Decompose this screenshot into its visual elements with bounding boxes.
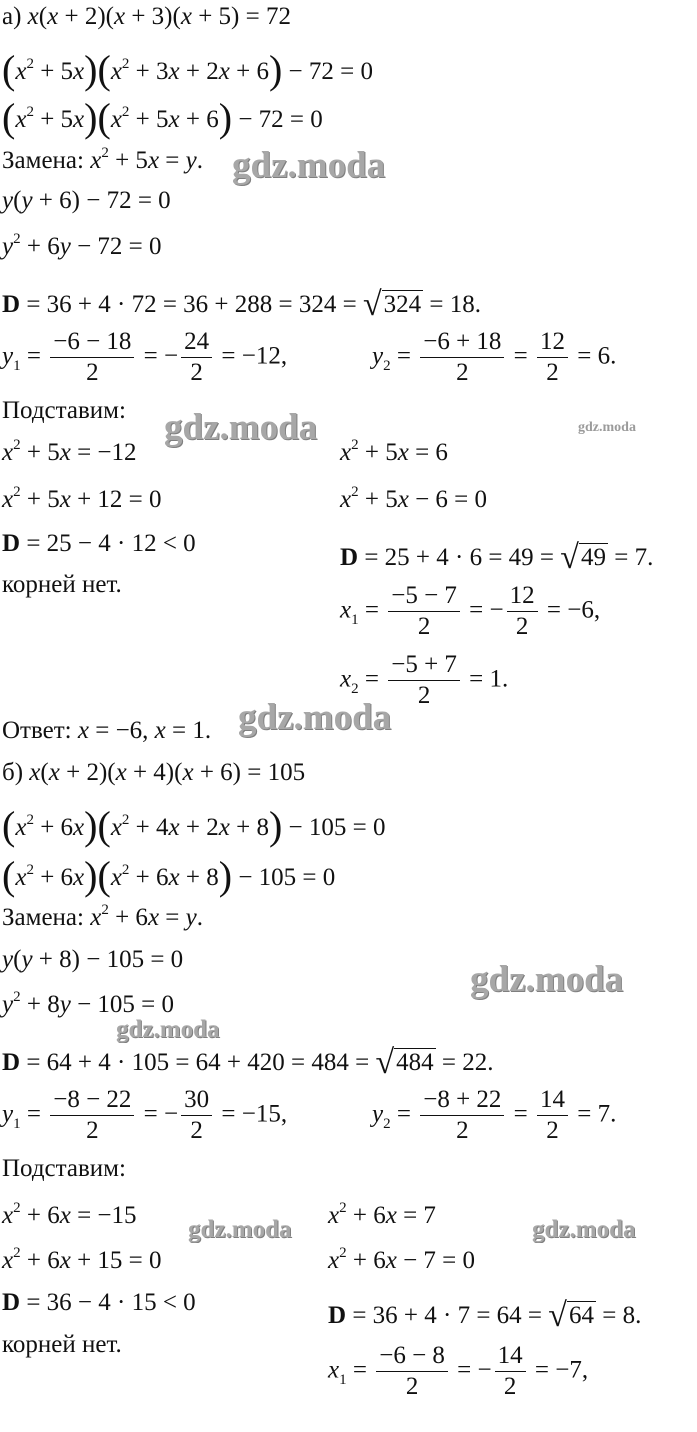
part-b-step-1: $(x^2 + 6x)(x^2 + 4x + 2x + 8) - 105 = 0$ — [2, 803, 386, 848]
watermark: gdz.moda — [232, 145, 386, 186]
part-a-x1: $x_1$ = $\frac{-5 - 7}{2}$ = − $\frac{12}{2}$ = −6, — [340, 582, 601, 640]
part-b-discriminant: D = 64 + 4 · 105 = 64 + 420 = 484 = √484 = 22. — [2, 1044, 494, 1081]
part-a-left-2: $x^2 + 5x + 12 = 0$ — [2, 484, 162, 513]
part-b-y-roots: $y_1$ = $\frac{-8 - 22}{2}$ = − $\frac{30}{2}$ = −15, — [2, 1086, 288, 1144]
part-a-discriminant: D = 36 + 4 · 72 = 36 + 288 = 324 = √324 = 18. — [2, 286, 482, 323]
watermark: gdz.moda — [164, 407, 318, 448]
zamena-label-b: Замена: — [2, 904, 84, 931]
watermark: gdz.moda — [238, 697, 392, 738]
part-b-right-2: $x^2 + 6x - 7 = 0$ — [328, 1245, 476, 1274]
part-b-y2: $y_2$ = $\frac{-8 + 22}{2}$ = $\frac{14}{2}$ = 7. — [372, 1086, 617, 1144]
part-b-left-2: $x^2 + 6x + 15 = 0$ — [2, 1245, 162, 1274]
answer-label: Ответ: — [2, 717, 72, 744]
watermark: gdz.moda — [188, 1216, 292, 1243]
part-b-right-1: $x^2 + 6x = 7$ — [328, 1200, 436, 1229]
part-b-equation: б) x(x + 2)(x + 4)(x + 6) = 105 — [2, 759, 306, 786]
part-a-podstavim: Подставим: — [2, 397, 126, 424]
watermark: gdz.moda — [116, 1016, 220, 1043]
part-b-label: б) — [2, 759, 24, 786]
part-b-left-discriminant: D = 36 − 4 · 15 < 0 — [2, 1289, 196, 1316]
part-b-no-roots: корней нет. — [2, 1331, 122, 1358]
watermark: gdz.moda — [532, 1216, 636, 1243]
part-a-y-roots: $y_1$ = $\frac{-6 - 18}{2}$ = − $\frac{24}{2}$ = −12, — [2, 328, 288, 386]
part-a-right-1: $x^2 + 5x = 6$ — [340, 437, 448, 466]
part-a-y2: $y_2$ = $\frac{-6 + 18}{2}$ = $\frac{12}{2}$ = 6. — [372, 328, 617, 386]
part-b-y-eq-2: $y^2 + 8y - 105 = 0$ — [2, 989, 175, 1018]
part-b-x1: $x_1$ = $\frac{-6 - 8}{2}$ = − $\frac{14}{2}$ = −7, — [328, 1342, 589, 1400]
watermark: gdz.moda — [470, 959, 624, 1000]
part-a-y-eq-2: $y^2 + 6y - 72 = 0$ — [2, 231, 162, 260]
part-a-label: а) — [2, 3, 22, 30]
part-a-right-2: $x^2 + 5x - 6 = 0$ — [340, 484, 488, 513]
part-a-step-2: $(x^2 + 5x)(x^2 + 5x + 6) - 72 = 0$ — [2, 95, 323, 140]
watermark: gdz.moda — [578, 420, 636, 435]
part-b-podstavim: Подставим: — [2, 1155, 126, 1182]
part-b-right-discriminant: D = 36 + 4 · 7 = 64 = √64 = 8. — [328, 1297, 642, 1334]
zamena-label-a: Замена: — [2, 147, 84, 174]
part-a-x2: $x_2$ = $\frac{-5 + 7}{2}$ = 1. — [340, 651, 509, 709]
part-a-left-discriminant: D = 25 − 4 · 12 < 0 — [2, 530, 196, 557]
part-a-no-roots: корней нет. — [2, 571, 122, 598]
part-a-y-eq-1: y(y + 6) − 72 = 0 — [2, 187, 171, 214]
part-b-step-2: $(x^2 + 6x)(x^2 + 6x + 8) - 105 = 0$ — [2, 853, 336, 898]
part-b-y-eq-1: y(y + 8) − 105 = 0 — [2, 946, 184, 973]
part-a-answer: Ответ: x = −6, x = 1. — [2, 717, 212, 744]
part-b-left-1: $x^2 + 6x = -15$ — [2, 1200, 137, 1229]
part-a-equation: а) x(x + 2)(x + 3)(x + 5) = 72 — [2, 3, 291, 30]
part-a-substitution: Замена: $x^2 + 5x = y$. — [2, 145, 204, 174]
part-b-substitution: Замена: $x^2 + 6x = y$. — [2, 902, 204, 931]
part-a-right-discriminant: D = 25 + 4 · 6 = 49 = √49 = 7. — [340, 539, 654, 576]
part-a-left-1: $x^2 + 5x = -12$ — [2, 437, 137, 466]
part-a-step-1: $(x^2 + 5x)(x^2 + 3x + 2x + 6) - 72 = 0$ — [2, 47, 373, 92]
